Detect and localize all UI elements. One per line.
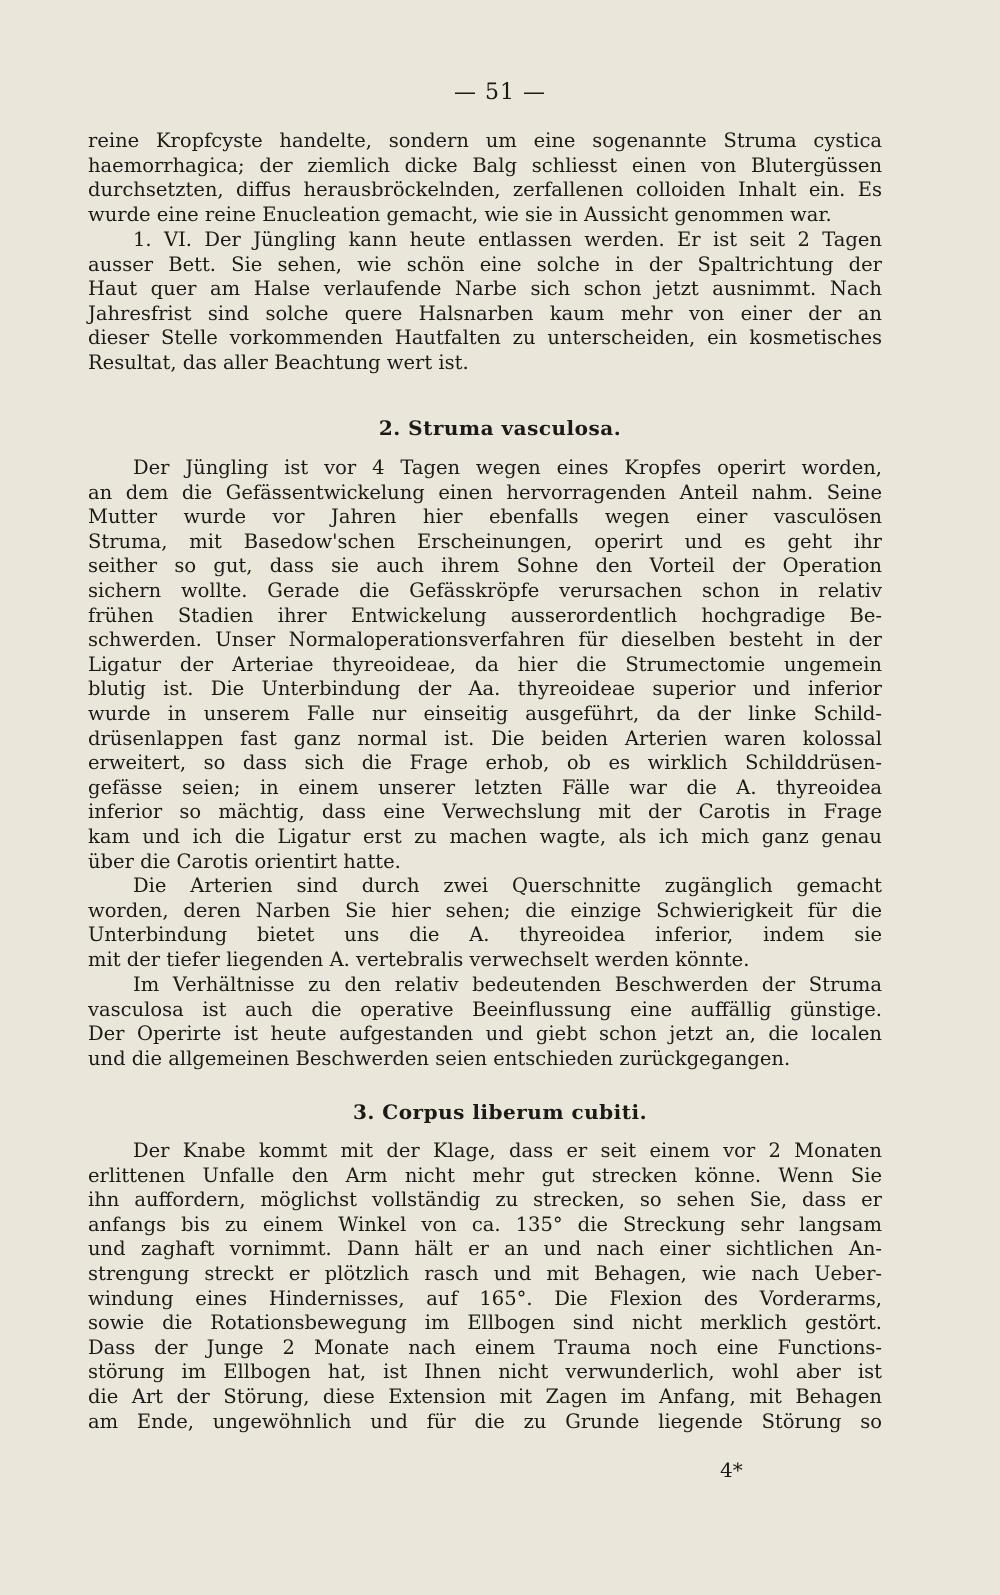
text-line: blutig ist. Die Unterbindung der Aa. thyreoideae superior und inferior [88,677,882,701]
text-line: Der Knabe kommt mit der Klage, dass er seit einem vor 2 Monaten [133,1139,882,1162]
text-line: und die allgemeinen Beschwerden seien entschieden zurückgegangen. [88,1046,791,1070]
text-line: frühen Stadien ihrer Entwickelung ausserordentlich hochgradige Be- [88,603,882,627]
paragraph [88,129,882,227]
text-line: die Art der Störung, diese Extension mit Zagen im Anfang, mit Behagen [88,1384,882,1408]
text-line: dieser Stelle vorkommenden Hautfalten zu unterscheiden, ein kosmetisches [88,326,882,350]
text-line: seither so gut, dass sie auch ihrem Sohne den Vorteil der Operation [88,554,882,578]
text-line: windung eines Hindernisses, auf 165°. Die Flexion des Vorderarms, [88,1286,882,1310]
paragraph [88,874,882,972]
text-line: durchsetzten, diffus herausbröckelnden, zerfallenen colloiden Inhalt ein. Es [88,178,882,202]
text-line: Die Arterien sind durch zwei Querschnitte zugänglich gemacht [133,874,882,897]
text-line: sowie die Rotationsbewegung im Ellbogen sind nicht merklich gestört. [88,1311,882,1335]
text-line: vasculosa ist auch die operative Beeinflussung eine auffällig günstige. [88,997,882,1021]
text-line: Unterbindung bietet uns die A. thyreoidea inferior, indem sie [88,923,882,947]
text-line: erweitert, so dass sich die Frage erhob, ob es wirklich Schilddrüsen- [88,751,882,775]
text-line: Im Verhältnisse zu den relativ bedeutenden Beschwerden der Struma [133,973,882,996]
text-line: kam und ich die Ligatur erst zu machen wagte, als ich mich ganz genau [88,824,882,848]
text-line: Der Jüngling ist vor 4 Tagen wegen eines Kropfes operirt worden, [133,456,882,479]
text-line: über die Carotis orientirt hatte. [88,849,401,873]
paragraph [88,973,882,1071]
text-line: reine Kropfcyste handelte, sondern um eine sogenannte Struma cystica [88,129,882,152]
text-line: wurde eine reine Enucleation gemacht, wie sie in Aussicht genommen war. [88,202,832,226]
page-number: — 51 — [454,80,546,105]
text-line: inferior so mächtig, dass eine Verwechslung mit der Carotis in Frage [88,800,882,824]
text-line: am Ende, ungewöhnlich und für die zu Grunde liegende Störung so [88,1409,882,1433]
text-line: Der Operirte ist heute aufgestanden und giebt schon jetzt an, die localen [88,1022,882,1046]
text-line: 1. VI. Der Jüngling kann heute entlassen werden. Er ist seit 2 Tagen [133,228,882,251]
text-line: ihn auffordern, möglichst vollständig zu strecken, so sehen Sie, dass er [88,1188,882,1212]
text-line: haemorrhagica; der ziemlich dicke Balg schliesst einen von Blutergüssen [88,153,882,177]
text-line: gefässe seien; in einem unserer letzten Fälle war die A. thyreoidea [88,775,882,799]
text-line: Mutter wurde vor Jahren hier ebenfalls wegen einer vasculösen [88,505,882,529]
text-line: mit der tiefer liegenden A. vertebralis verwechselt werden könnte. [88,947,750,971]
paragraph [88,456,882,874]
text-line: Resultat, das aller Beachtung wert ist. [88,350,469,374]
paragraph [88,1139,882,1434]
paragraph [88,228,882,376]
text-line: Ligatur der Arteriae thyreoideae, da hier die Strumectomie ungemein [88,652,882,676]
text-line: Struma, mit Basedow'schen Erscheinungen, operirt und es geht ihr [88,529,882,553]
text-line: schwerden. Unser Normaloperationsverfahren für dieselben besteht in der [88,628,882,652]
text-line: ausser Bett. Sie sehen, wie schön eine solche in der Spaltrichtung der [88,252,882,276]
text-line: wurde in unserem Falle nur einseitig ausgeführt, da der linke Schild- [88,701,882,725]
signature-mark: 4* [720,1458,743,1482]
text-line: strengung streckt er plötzlich rasch und mit Behagen, wie nach Ueber- [88,1261,882,1285]
text-line: sichern wollte. Gerade die Gefässkröpfe verursachen schon in relativ [88,578,882,602]
text-line: erlittenen Unfalle den Arm nicht mehr gut strecken könne. Wenn Sie [88,1163,882,1187]
text-line: Dass der Junge 2 Monate nach einem Trauma noch eine Functions- [88,1335,882,1359]
text-line: anfangs bis zu einem Winkel von ca. 135° die Streckung sehr langsam [88,1212,882,1236]
section-heading: 3. Corpus liberum cubiti. [352,1100,648,1124]
text-line: und zaghaft vornimmt. Dann hält er an und nach einer sichtlichen An- [88,1237,882,1261]
text-line: worden, deren Narben Sie hier sehen; die einzige Schwierigkeit für die [88,898,882,922]
text-line: an dem die Gefässentwickelung einen hervorragenden Anteil nahm. Seine [88,480,882,504]
section-heading: 2. Struma vasculosa. [378,416,622,440]
text-line: Jahresfrist sind solche quere Halsnarben kaum mehr von einer der an [88,301,882,325]
text-line: Haut quer am Halse verlaufende Narbe sich schon jetzt ausnimmt. Nach [88,277,882,301]
text-line: drüsenlappen fast ganz normal ist. Die beiden Arterien waren kolossal [88,726,882,750]
text-line: störung im Ellbogen hat, ist Ihnen nicht verwunderlich, wohl aber ist [88,1360,882,1384]
